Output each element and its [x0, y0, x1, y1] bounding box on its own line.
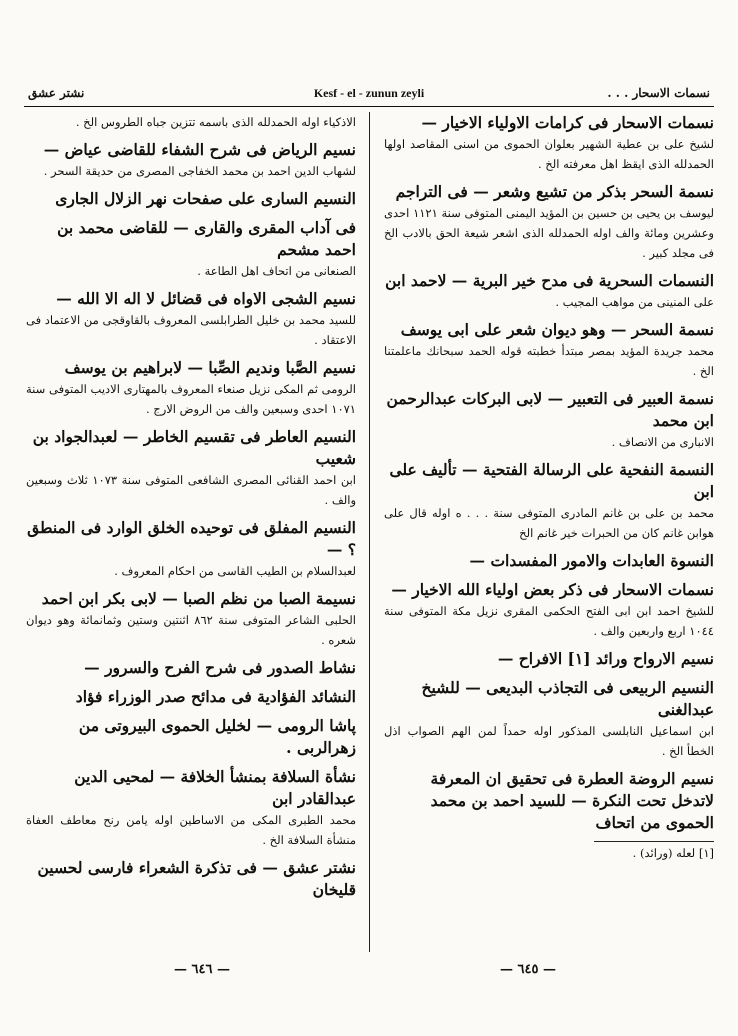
entry [384, 181, 714, 263]
page-number-left: — ٦٤٦ — [174, 962, 231, 977]
entry-description: الرومى ثم المكى نزيل صنعاء المعروف بالمهتارى الاديب المتوفى سنة ١٠٧١ احدى وسبعين والف من الروض الارج . [26, 382, 356, 416]
entry-description: لشهاب الدين احمد بن محمد الخفاجى المصرى من حديقة السحر . [43, 164, 356, 178]
entry-title: النسمات السحرية فى مدح خير البرية — لاحمد ابن [385, 271, 714, 290]
entry-description: الصنعانى من اتحاف اهل الطاعة . [197, 264, 356, 278]
entry [384, 648, 714, 670]
entry [384, 270, 714, 312]
header-rule [24, 106, 714, 107]
running-header [24, 84, 714, 106]
entry-description: لعبدالسلام بن الطيب القاسى من احكام المعروف . [114, 564, 356, 578]
entry [26, 517, 356, 581]
entry-title: النسيم الربيعى فى التجاذب البديعى — للشيخ عبدالغنى [421, 678, 714, 719]
entry [384, 388, 714, 452]
entry-title: نسمة السحر بذكر من تشيع وشعر — فى التراجم [395, 182, 714, 201]
entry-title: نسمة السحر — وهو ديوان شعر على ابى يوسف [400, 320, 714, 339]
header-left: نشتر عشق [28, 86, 85, 100]
entry-description: محمد بن على بن غانم المادرى المتوفى سنة . . . ه اوله قال على هوابن غانم كان من الحبرات خير غانم الخ [384, 506, 714, 540]
footnote: [١] لعله (ورائد) . [632, 846, 714, 860]
entry-title: النشائد الفؤادية فى مدائح صدر الوزراء فؤاد [75, 687, 356, 706]
entry-title: نشاط الصدور فى شرح الفرح والسرور — [84, 658, 356, 677]
entry-title: نسيم الشجى الاواه فى قضائل لا اله الا الله — [56, 289, 356, 308]
entry-description: ابن احمد القنائى المصرى الشافعى المتوفى سنة ١٠٧٣ ثلاث وسبعين والف . [26, 473, 356, 507]
entry-title: نسيم الروضة العطرة فى تحقيق ان المعرفة لاتدخل تحت النكرة — للسيد احمد بن محمد الحموى من اتحاف [430, 769, 714, 832]
entry [26, 657, 356, 679]
entry-description: محمد الطبرى المكى من الاساطين اوله يامن رنح معاطف العفاة منشأة السلافة الخ . [26, 813, 356, 847]
entry-description: الاذكياء اوله الحمدلله الذى باسمه تتزين جباه الطروس الخ . [75, 115, 356, 129]
entry-description: ليوسف بن يحيى بن حسين بن المؤيد اليمنى المتوفى سنة ١١٢١ احدى وعشرين ومائة والف اوله الحمدلله الذى اشعر شيعة الحق بالادب الخ فى مجلد كبير . [384, 206, 714, 260]
entry-title: نشتر عشق — فى تذكرة الشعراء فارسى لحسين قليخان [37, 858, 356, 899]
entry [384, 768, 714, 834]
entry [26, 188, 356, 210]
entry-title: پاشا الرومى — لخليل الحموى البيروتى من زهرالربى . [78, 716, 356, 757]
entry-title: نسمات الاسحار فى ذكر بعض اولياء الله الاخيار — [391, 580, 714, 599]
footnote-rule [594, 841, 714, 842]
entry [26, 217, 356, 281]
right-column [384, 112, 714, 952]
entry-description: الحلبى الشاعر المتوفى سنة ٨٦٢ اثنتين وستين وثمانمائة وهو ديوان شعره . [26, 613, 356, 647]
entry [26, 715, 356, 759]
entry [26, 112, 356, 132]
entry-title: نسمة العبير فى التعبير — لابى البركات عبدالرحمن ابن محمد [386, 389, 714, 430]
entry [26, 766, 356, 850]
entry-title: النسوة العابدات والامور المفسدات — [469, 551, 714, 570]
entry [384, 112, 714, 174]
entry [26, 426, 356, 510]
entry-title: نشأة السلافة بمنشأ الخلافة — لمحيى الدين عبدالقادر ابن [74, 767, 356, 808]
entry [384, 319, 714, 381]
entry [384, 579, 714, 641]
entry-title: نسيم الرياض فى شرح الشفاء للقاضى عياض — [43, 140, 356, 159]
entry [26, 857, 356, 901]
page-number-right: — ٦٤٥ — [500, 962, 557, 977]
entry-title: نسمات الاسحار فى كرامات الاولياء الاخيار — [421, 113, 714, 132]
entry-title: النسمة النفحية على الرسالة الفتحية — تأليف على ابن [389, 460, 714, 501]
entry [26, 139, 356, 181]
entry [26, 588, 356, 650]
entry-title: نسيمة الصبا من نظم الصبا — لابى بكر ابن احمد [41, 589, 356, 608]
entry-title: النسيم السارى على صفحات نهر الزلال الجارى [55, 189, 356, 208]
entry-description: على المنينى من مواهب المجيب . [555, 295, 714, 309]
header-center: Kesf - el - zunun zeyli [313, 86, 425, 100]
entry-title: نسيم الصَّبا ونديم الصِّبا — لابراهيم بن يوسف [64, 358, 356, 377]
entry-description: ابن اسماعيل النابلسى المذكور اوله حمداً لمن الهم الصواب اذل الخطأ الخ . [384, 724, 714, 758]
entry [384, 677, 714, 761]
entry-description: محمد جريدة المؤيد بمصر مبتدأ خطبته قوله الحمد سبحانك ماعلمتنا الخ . [384, 344, 714, 378]
entry-description: للشيخ احمد ابن ابى الفتح الحكمى المقرى نزيل مكة المتوفى سنة ١٠٤٤ اربع واربعين والف . [384, 604, 714, 638]
entry [384, 459, 714, 543]
entry-title: النسيم العاطر فى تقسيم الخاطر — لعبدالجواد بن شعيب [32, 427, 356, 468]
left-column [26, 112, 356, 952]
column-divider [369, 112, 370, 952]
entry-description: لشيخ على بن عطية الشهير بعلوان الحموى من اسنى المقاصد اولها الحمدلله الذى ايقظ اهل معرفته الخ . [384, 137, 714, 171]
entry [26, 357, 356, 419]
entry [26, 288, 356, 350]
entry-title: نسيم الارواح ورائد [١] الافراح — [497, 649, 714, 668]
entry [26, 686, 356, 708]
entry-description: للسيد محمد بن خليل الطرابلسى المعروف بالقاوقجى من الاعتماد فى الاعتقاد . [26, 313, 356, 347]
header-right: نسمات الاسحار . . . [607, 86, 710, 100]
entry-title: النسيم المفلق فى توحيده الخلق الوارد فى المنطق ؟ — [27, 518, 356, 559]
entry-description: الانبارى من الانصاف . [611, 435, 714, 449]
entry [384, 550, 714, 572]
entry-title: فى آداب المقرى والقارى — للقاضى محمد بن احمد مشحم [57, 218, 356, 259]
